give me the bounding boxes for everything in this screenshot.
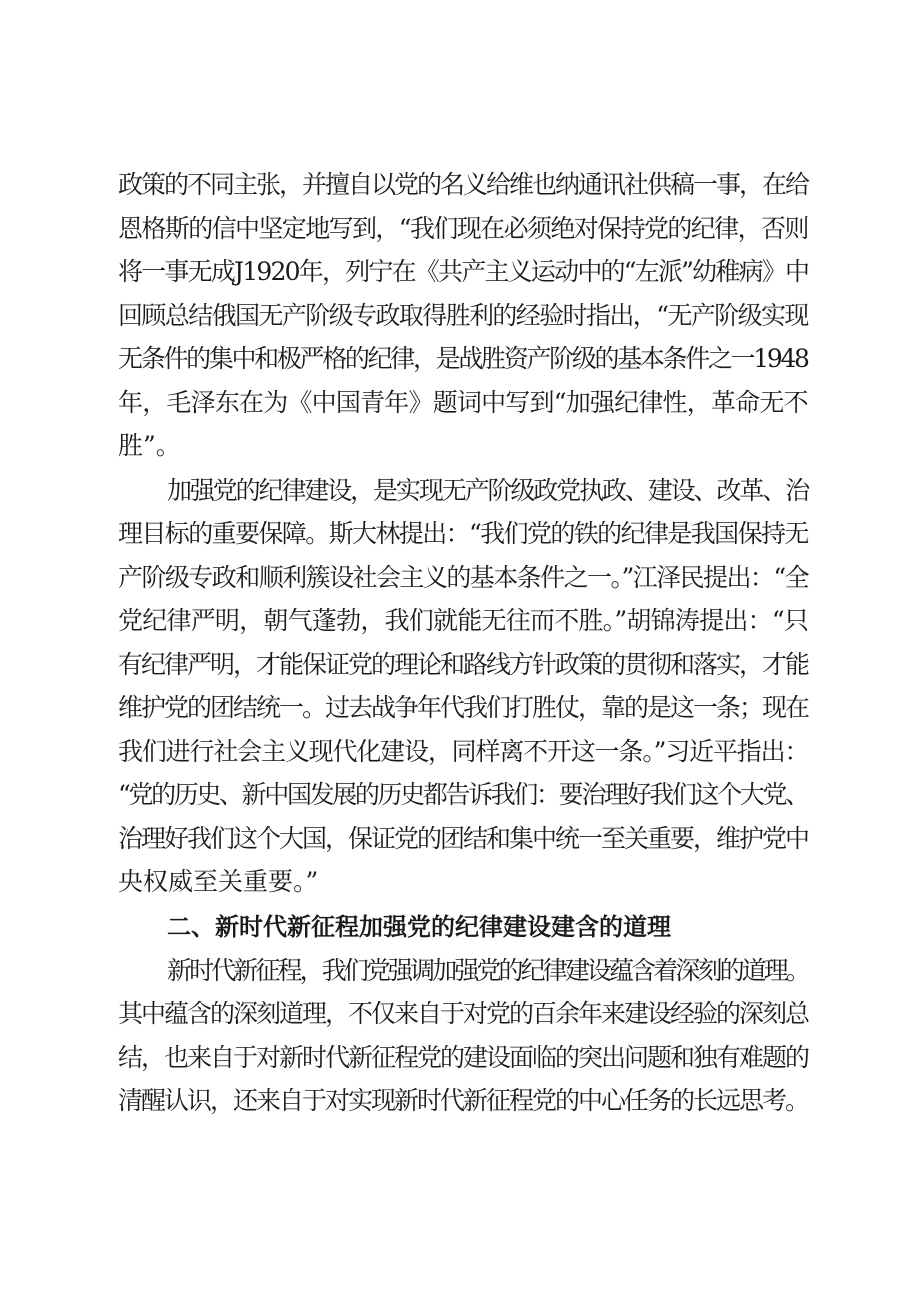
paragraph-3-line-3: 结，也来自于对新时代新征程党的建设面临的突出问题和独有难题的 [118, 1043, 809, 1072]
paragraph-1-line-4: 回顾总结俄国无产阶级专政取得胜利的经验时指出，“无产阶级实现 [118, 301, 808, 330]
paragraph-2-line-7: 我们进行社会主义现代化建设，同样离不开这一条。”习近平指出： [118, 737, 809, 766]
paragraph-2-line-9: 治理好我们这个大国，保证党的团结和集中统一至关重要，维护党中 [118, 824, 809, 853]
paragraph-2-line-6: 维护党的团结统一。过去战争年代我们打胜仗，靠的是这一条；现在 [118, 693, 809, 722]
paragraph-2-line-10: 央权威至关重要。” [118, 867, 319, 896]
paragraph-2-line-1: 加强党的纪律建设，是实现无产阶级政党执政、建设、改革、治 [167, 476, 809, 505]
paragraph-1-line-6: 年，毛泽东在为《中国青年》题词中写到“加强纪律性，革命无不 [118, 388, 808, 417]
paragraph-1-line-3: 将一事无成J1920年，列宁在《共产主义运动中的“左派”幼稚病》中 [118, 257, 809, 286]
paragraph-1-line-5: 无条件的集中和极严格的纪律，是战胜资产阶级的基本条件之一1948 [118, 344, 808, 373]
paragraph-2-line-2: 理目标的重要保障。斯大林提出：“我们党的铁的纪律是我国保持无 [118, 519, 808, 548]
paragraph-2-line-3: 产阶级专政和顺利簇设社会主义的基本条件之一。”江泽民提出：“全 [118, 563, 809, 592]
paragraph-3-line-2: 其中蕴含的深刻道理，不仅来自于对党的百余年来建设经验的深刻总 [118, 999, 809, 1028]
paragraph-1-line-7: 胜”。 [118, 431, 181, 460]
paragraph-3-line-1: 新时代新征程，我们党强调加强党的纪律建设蕴含着深刻的道理。 [167, 956, 809, 985]
paragraph-3-line-4: 清醒认识，还来自于对实现新时代新征程党的中心任务的长远思考。 [118, 1086, 809, 1115]
paragraph-2-line-4: 党纪律严明，朝气蓬勃，我们就能无往而不胜。”胡锦涛提出：“只 [118, 606, 809, 635]
section-heading: 二、新时代新征程加强党的纪律建设建含的道理 [167, 913, 671, 941]
paragraph-2-line-8: “党的历史、新中国发展的历史都告诉我们：要治理好我们这个大党、 [118, 780, 808, 809]
paragraph-2-line-5: 有纪律严明，才能保证党的理论和路线方针政策的贯彻和落实，才能 [118, 650, 809, 679]
paragraph-1-line-1: 政策的不同主张，并擅自以党的名义给维也纳通讯社供稿一事，在给 [118, 170, 809, 199]
paragraph-1-line-2: 恩格斯的信中坚定地写到，“我们现在必须绝对保持党的纪律，否则 [118, 214, 808, 243]
